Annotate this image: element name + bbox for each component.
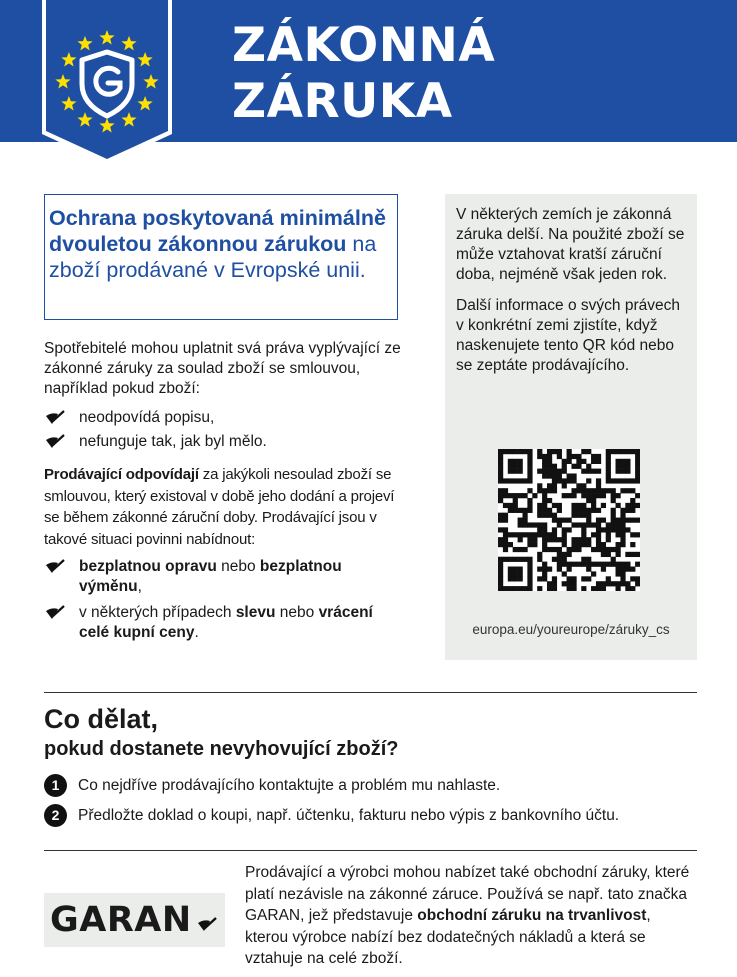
- consumer-text: Spotřebitelé mohou uplatnit svá práva vyplývající ze zákonné záruky za soulad zboží se smlouvou, například pokud zboží:: [44, 340, 401, 397]
- check-shield-icon: [44, 410, 66, 426]
- divider: [44, 692, 697, 693]
- garan-text: [245, 862, 695, 970]
- check-shield-icon: [44, 434, 66, 450]
- title-line-2: ZÁRUKA: [232, 74, 453, 129]
- garan-text-part: Prodávající a výrobci mohou nabízet také obchodní záruky, které platí nezávisle na zákonné záruce. Používá se např. tato značka GARAN, jež představuje: [245, 864, 690, 924]
- remedy-text: v některých případech: [79, 604, 236, 621]
- remedy-replacement: bezplatnou výměnu: [79, 558, 342, 595]
- page-title: [232, 18, 495, 130]
- step-number: 1: [44, 774, 67, 797]
- intro-rest: na zboží prodávané v Evropské unii.: [49, 232, 377, 282]
- intro-bold: Ochrana poskytovaná minimálně dvouletou zákonnou zárukou: [49, 206, 386, 256]
- step-number: 2: [44, 804, 67, 827]
- list-item: [44, 603, 404, 643]
- defect-2: nefunguje tak, jak byl mělo.: [79, 433, 267, 450]
- section-subtitle: pokud dostanete nevyhovující zboží?: [44, 738, 399, 760]
- europa-link[interactable]: europa.eu/youreurope/záruky_cs: [472, 622, 670, 637]
- garan-logo: [44, 893, 225, 947]
- garan-text-part: , kterou výrobce nabízí bez dodatečných nákladů a která se vztahuje na celé zboží.: [245, 907, 651, 967]
- list-item: [44, 408, 404, 428]
- remedy-text: nebo: [216, 558, 260, 575]
- defects-list: [44, 408, 404, 456]
- remedy-text: ,: [137, 578, 142, 595]
- check-shield-icon: [44, 559, 66, 575]
- remedy-text: .: [194, 624, 199, 641]
- list-item: [44, 432, 404, 452]
- garan-text-bold: obchodní záruku na trvanlivost: [417, 907, 647, 924]
- title-line-1: ZÁKONNÁ: [232, 18, 496, 73]
- side-text-2: Další informace o svých právech v konkrétní zemi zjistíte, když naskenujete tento QR kód nebo se zeptáte prodávajícího.: [456, 297, 680, 374]
- section-title: Co dělat,: [44, 704, 159, 734]
- intro-box: [44, 194, 398, 320]
- side-text-1: V některých zemích je zákonná záruka delší. Na použité zboží se může vztahovat kratší záruční doba, nejméně však jeden rok.: [456, 206, 685, 283]
- remedy-refund: vrácení celé kupní ceny: [79, 604, 373, 641]
- sellers-bold: Prodávající odpovídají: [44, 466, 199, 483]
- remedy-repair: bezplatnou opravu: [79, 558, 217, 575]
- check-shield-icon: [44, 605, 66, 621]
- remedies-list: [44, 557, 404, 647]
- sellers-text: [44, 464, 404, 550]
- defect-1: neodpovídá popisu,: [79, 409, 215, 426]
- qr-code-icon[interactable]: [498, 449, 640, 591]
- side-panel: [445, 194, 697, 660]
- remedy-discount: slevu: [235, 604, 276, 621]
- step-text: Co nejdříve prodávajícího kontaktujte a problém mu nahlaste.: [78, 777, 501, 794]
- sellers-rest: za jakýkoli nesoulad zboží se smlouvou, který existoval v době jeho dodání a projeví se během zákonné záruční doby. Prodávající jsou v takové situaci povinni nabídnout:: [44, 466, 395, 548]
- check-shield-icon: [196, 917, 218, 933]
- eu-shield-emblem-icon: [40, 0, 174, 166]
- list-item: [44, 557, 404, 597]
- remedy-text: nebo: [275, 604, 319, 621]
- garan-logo-text: GARAN: [50, 900, 192, 940]
- step-text: Předložte doklad o koupi, např. účtenku, fakturu nebo výpis z bankovního účtu.: [78, 807, 620, 824]
- divider: [44, 850, 697, 851]
